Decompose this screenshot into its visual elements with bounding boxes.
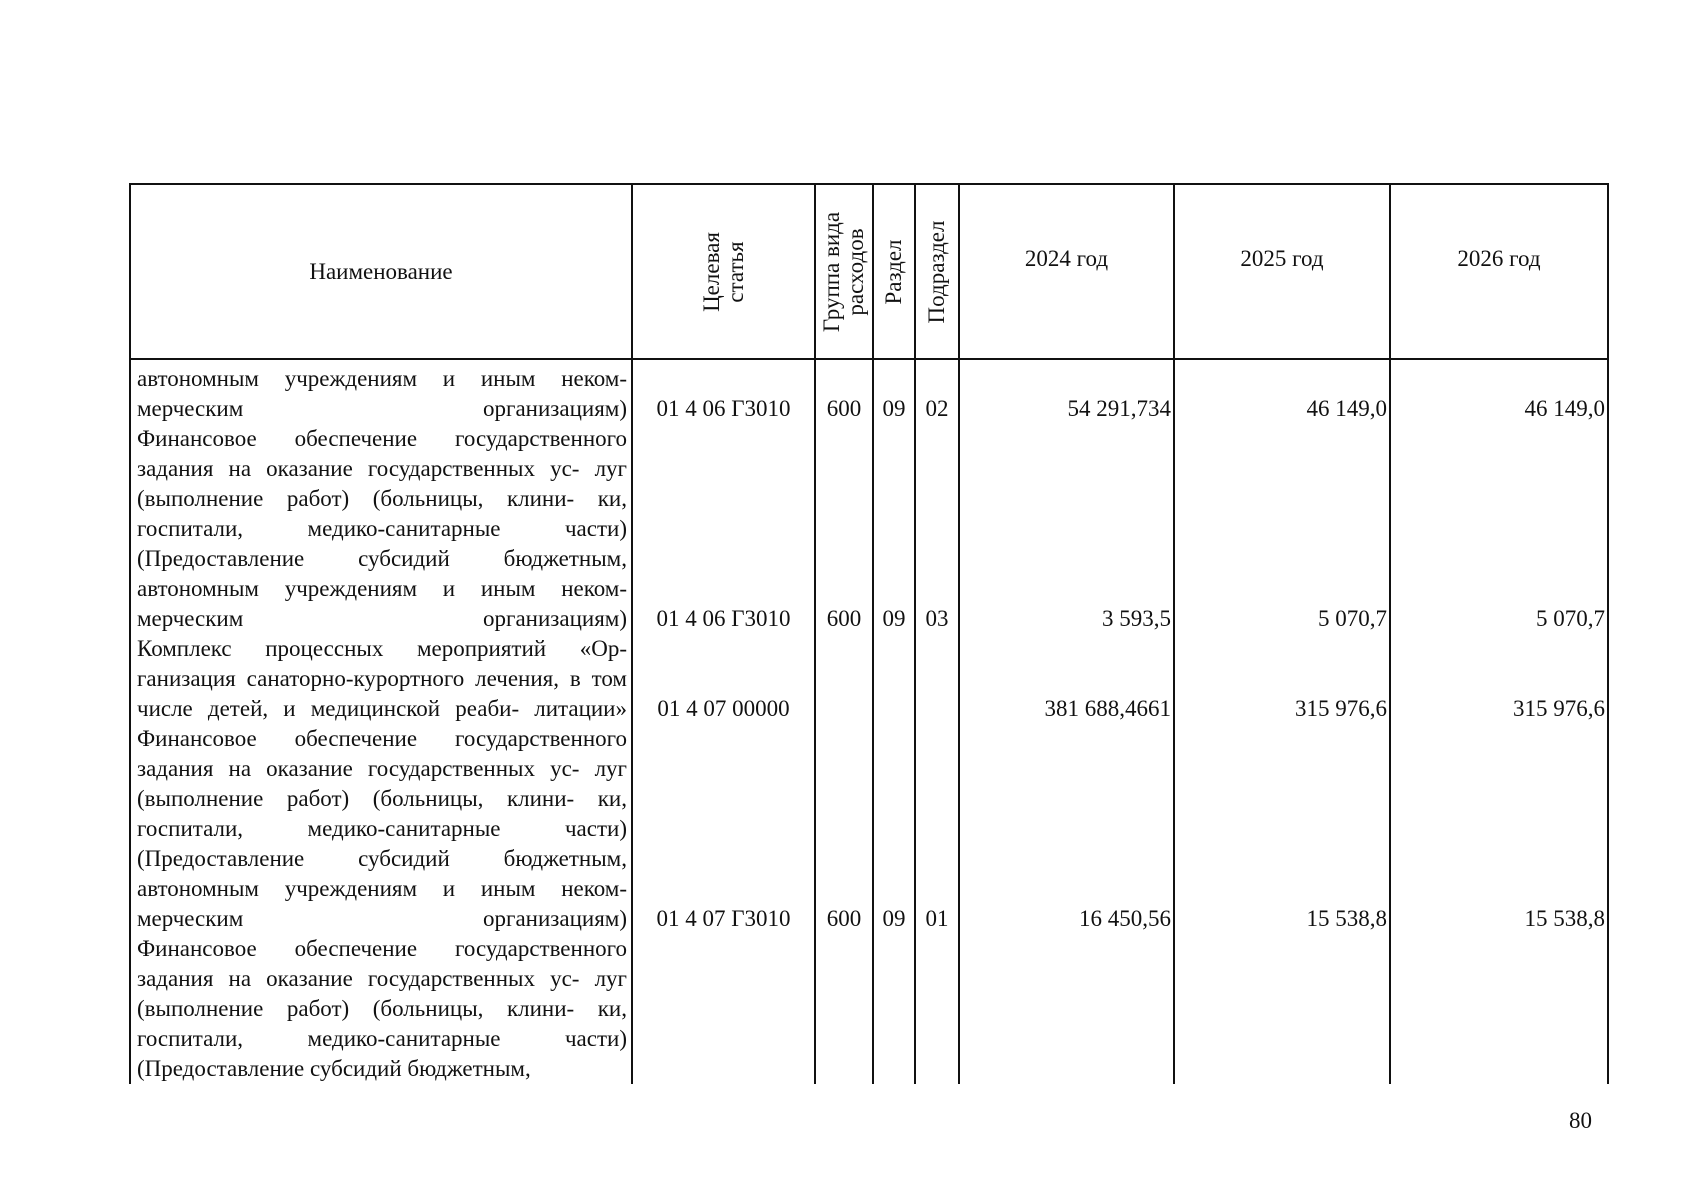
row-section — [873, 634, 915, 724]
row-section: 09 — [873, 724, 915, 934]
table-header-row — [130, 184, 1608, 359]
header-expense-group-label: Группа вида расходов — [819, 211, 868, 332]
row-name: Финансовое обеспечение государственного задания на оказание государственных ус- луг (выполнение работ) (больницы, клини- ки, госпитали, медико-санитарные части) (Предоставление субсидий бюджетным, автономным учреждениям и иным неком- мерческим организациям) — [130, 424, 632, 634]
row-2026: 46 149,0 — [1390, 359, 1608, 424]
row-2025: 5 070,7 — [1174, 424, 1390, 634]
row-name: Финансовое обеспечение государственного задания на оказание государственных ус- луг (выполнение работ) (больницы, клини- ки, госпитали, медико-санитарные части) (Предоставление субсидий бюджетным, — [130, 934, 632, 1084]
header-section — [873, 184, 915, 359]
row-2024: 3 593,5 — [959, 424, 1174, 634]
row-2024 — [959, 934, 1174, 1084]
row-2026: 5 070,7 — [1390, 424, 1608, 634]
row-2024: 16 450,56 — [959, 724, 1174, 934]
row-2026: 15 538,8 — [1390, 724, 1608, 934]
row-subsection: 01 — [915, 724, 959, 934]
header-expense-group — [815, 184, 873, 359]
row-name: автономным учреждениям и иным неком- мерческим организациям) — [130, 359, 632, 424]
row-2025: 15 538,8 — [1174, 724, 1390, 934]
header-target-article-label: Целевая статья — [698, 231, 748, 312]
row-2025: 46 149,0 — [1174, 359, 1390, 424]
row-expense-group — [815, 934, 873, 1084]
table-row — [130, 359, 1608, 424]
row-2026: 315 976,6 — [1390, 634, 1608, 724]
row-subsection — [915, 634, 959, 724]
row-section — [873, 934, 915, 1084]
row-name: Комплекс процессных мероприятий «Ор- ганизация санаторно-курортного лечения, в том числе детей, и медицинской реаби- литации» — [130, 634, 632, 724]
row-expense-group: 600 — [815, 724, 873, 934]
table-row — [130, 934, 1608, 1084]
row-2025: 315 976,6 — [1174, 634, 1390, 724]
header-name: Наименование — [130, 184, 632, 359]
row-2026 — [1390, 934, 1608, 1084]
table-row — [130, 634, 1608, 724]
row-target-article: 01 4 07 Г3010 — [632, 724, 815, 934]
row-target-article: 01 4 06 Г3010 — [632, 359, 815, 424]
row-expense-group: 600 — [815, 359, 873, 424]
row-section: 09 — [873, 359, 915, 424]
budget-table — [129, 183, 1609, 1084]
row-target-article: 01 4 07 00000 — [632, 634, 815, 724]
header-2025: 2025 год — [1174, 184, 1390, 359]
table-row — [130, 424, 1608, 634]
row-section: 09 — [873, 424, 915, 634]
page-number: 80 — [1569, 1108, 1592, 1133]
row-2025 — [1174, 934, 1390, 1084]
header-2026: 2026 год — [1390, 184, 1608, 359]
header-subsection — [915, 184, 959, 359]
row-2024: 381 688,4661 — [959, 634, 1174, 724]
row-target-article — [632, 934, 815, 1084]
row-subsection — [915, 934, 959, 1084]
row-name: Финансовое обеспечение государственного задания на оказание государственных ус- луг (выполнение работ) (больницы, клини- ки, госпитали, медико-санитарные части) (Предоставление субсидий бюджетным, автономным учреждениям и иным неком- мерческим организациям) — [130, 724, 632, 934]
row-subsection: 02 — [915, 359, 959, 424]
header-2024: 2024 год — [959, 184, 1174, 359]
row-target-article: 01 4 06 Г3010 — [632, 424, 815, 634]
header-section-label: Раздел — [881, 238, 906, 305]
row-expense-group: 600 — [815, 424, 873, 634]
row-expense-group — [815, 634, 873, 724]
row-subsection: 03 — [915, 424, 959, 634]
table-row — [130, 724, 1608, 934]
row-2024: 54 291,734 — [959, 359, 1174, 424]
header-target-article — [632, 184, 815, 359]
header-subsection-label: Подраздел — [924, 220, 949, 323]
